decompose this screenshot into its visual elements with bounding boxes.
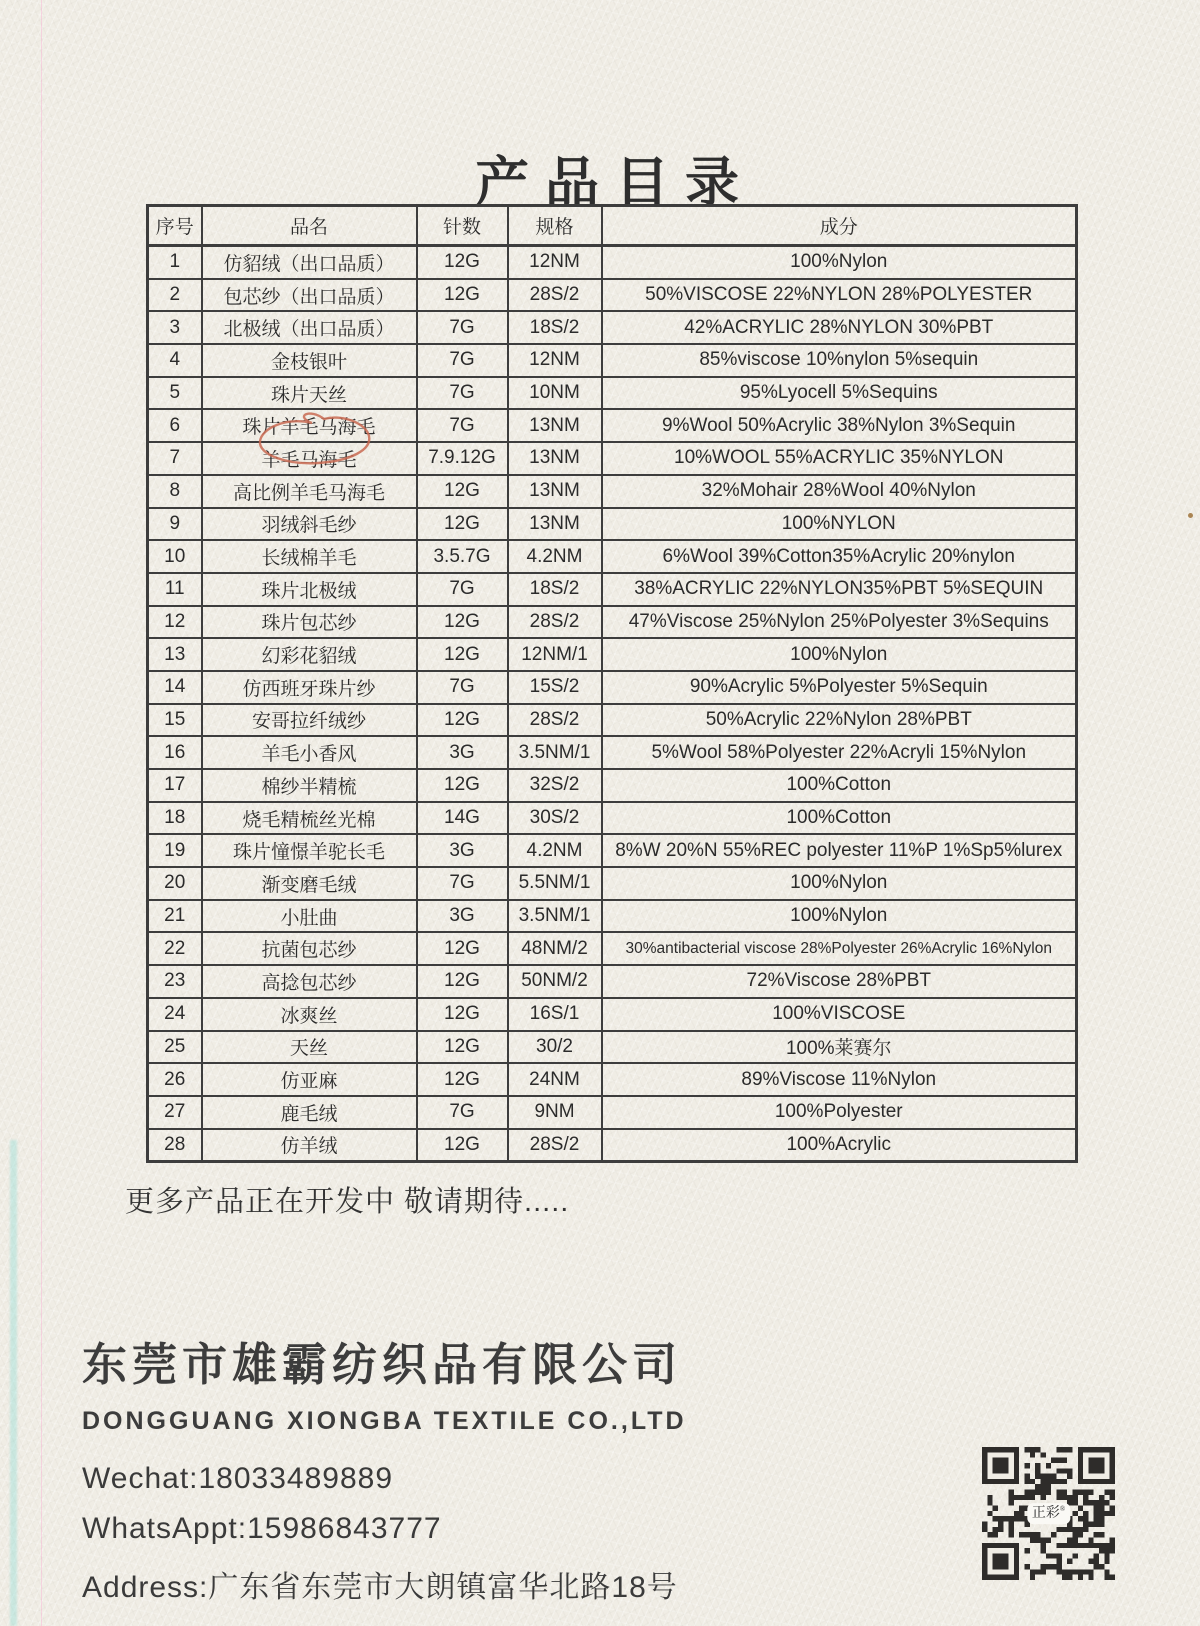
table-cell: 2 [148,279,202,312]
table-cell: 仿羊绒 [202,1129,417,1162]
table-cell: 100%NYLON [602,508,1077,541]
table-cell: 100%莱赛尔 [602,1031,1077,1064]
table-cell: 13 [148,638,202,671]
product-table [146,204,1078,1163]
table-cell: 天丝 [202,1031,417,1064]
table-row [148,802,1077,835]
table-cell: 7G [417,344,508,377]
table-cell: 14 [148,671,202,704]
table-cell: 28S/2 [508,279,602,312]
table-cell: 12G [417,965,508,998]
table-row [148,638,1077,671]
table-cell: 珠片憧憬羊驼长毛 [202,834,417,867]
table-cell: 72%Viscose 28%PBT [602,965,1077,998]
table-cell: 5%Wool 58%Polyester 22%Acryli 15%Nylon [602,736,1077,769]
table-row [148,1129,1077,1162]
table-cell: 12G [417,508,508,541]
table-cell: 100%Nylon [602,246,1077,279]
table-cell: 9NM [508,1096,602,1129]
table-cell: 珠片天丝 [202,377,417,410]
table-cell: 32%Mohair 28%Wool 40%Nylon [602,475,1077,508]
table-row [148,475,1077,508]
table-cell: 3.5NM/1 [508,900,602,933]
table-cell: 85%viscose 10%nylon 5%sequin [602,344,1077,377]
table-cell: 鹿毛绒 [202,1096,417,1129]
header-spec: 规格 [508,206,602,246]
table-cell: 30%antibacterial viscose 28%Polyester 26%Acrylic 16%Nylon [602,932,1077,965]
table-cell: 抗菌包芯纱 [202,932,417,965]
table-cell: 金枝银叶 [202,344,417,377]
table-body [148,246,1077,1162]
company-info-block [82,1328,687,1606]
table-cell: 21 [148,900,202,933]
table-cell: 32S/2 [508,769,602,802]
table-cell: 长绒棉羊毛 [202,540,417,573]
table-cell: 18 [148,802,202,835]
table-cell: 12G [417,1063,508,1096]
table-row [148,1031,1077,1064]
header-composition: 成分 [602,206,1077,246]
table-cell: 3 [148,311,202,344]
table-cell: 12G [417,606,508,639]
header-gauge: 针数 [417,206,508,246]
table-cell: 3G [417,834,508,867]
table-header-row [148,206,1077,246]
table-cell: 17 [148,769,202,802]
table-cell: 7G [417,377,508,410]
table-cell: 12G [417,1129,508,1162]
table-cell: 100%Nylon [602,900,1077,933]
table-cell: 100%Nylon [602,867,1077,900]
table-cell: 包芯纱（出口品质） [202,279,417,312]
table-row [148,442,1077,475]
table-row [148,900,1077,933]
table-row [148,377,1077,410]
table-cell: 50%VISCOSE 22%NYLON 28%POLYESTER [602,279,1077,312]
table-cell: 25 [148,1031,202,1064]
table-cell: 9 [148,508,202,541]
table-cell: 12G [417,769,508,802]
table-cell: 14G [417,802,508,835]
table-cell: 6 [148,409,202,442]
table-cell: 7G [417,867,508,900]
table-cell: 3.5NM/1 [508,736,602,769]
table-cell: 100%Acrylic [602,1129,1077,1162]
table-cell: 89%Viscose 11%Nylon [602,1063,1077,1096]
table-cell: 12NM/1 [508,638,602,671]
table-cell: 7G [417,311,508,344]
company-wechat: Wechat:18033489889 [82,1462,394,1495]
table-cell: 幻彩花貂绒 [202,638,417,671]
table-cell: 7.9.12G [417,442,508,475]
table-row [148,671,1077,704]
table-cell: 12G [417,279,508,312]
table-cell: 42%ACRYLIC 28%NYLON 30%PBT [602,311,1077,344]
table-cell: 100%VISCOSE [602,998,1077,1031]
table-cell: 7G [417,573,508,606]
header-product-name: 品名 [202,206,417,246]
table-cell: 19 [148,834,202,867]
table-cell: 26 [148,1063,202,1096]
table-cell: 12NM [508,246,602,279]
table-cell: 12G [417,246,508,279]
company-address: Address:广东省东莞市大朗镇富华北路18号 [82,1571,678,1604]
table-cell: 12G [417,1031,508,1064]
table-row [148,1063,1077,1096]
table-row [148,540,1077,573]
table-cell: 仿西班牙珠片纱 [202,671,417,704]
table-cell: 12 [148,606,202,639]
table-row [148,736,1077,769]
table-cell: 6%Wool 39%Cotton35%Acrylic 20%nylon [602,540,1077,573]
table-cell: 28 [148,1129,202,1162]
table-cell: 27 [148,1096,202,1129]
table-cell: 7G [417,1096,508,1129]
table-row [148,998,1077,1031]
table-cell: 100%Polyester [602,1096,1077,1129]
table-row [148,932,1077,965]
table-cell: 5 [148,377,202,410]
qr-code [982,1447,1115,1580]
table-cell: 11 [148,573,202,606]
table-cell: 15S/2 [508,671,602,704]
table-row [148,867,1077,900]
table-cell: 50%Acrylic 22%Nylon 28%PBT [602,704,1077,737]
table-cell: 100%Nylon [602,638,1077,671]
table-cell: 高比例羊毛马海毛 [202,475,417,508]
table-cell: 羊毛马海毛 [202,442,417,475]
table-cell: 7G [417,671,508,704]
table-cell: 4 [148,344,202,377]
table-cell: 100%Cotton [602,769,1077,802]
table-cell: 高捻包芯纱 [202,965,417,998]
table-cell: 羊毛小香风 [202,736,417,769]
table-cell: 47%Viscose 25%Nylon 25%Polyester 3%Sequins [602,606,1077,639]
table-cell: 23 [148,965,202,998]
table-cell: 3.5.7G [417,540,508,573]
table-cell: 珠片北极绒 [202,573,417,606]
table-cell: 13NM [508,442,602,475]
table-row [148,573,1077,606]
table-cell: 棉纱半精梳 [202,769,417,802]
table-cell: 18S/2 [508,311,602,344]
company-name-en: DONGGUANG XIONGBA TEXTILE CO.,LTD [82,1407,687,1435]
company-whatsapp: WhatsAppt:15986843777 [82,1512,442,1545]
table-cell: 4.2NM [508,540,602,573]
scanner-artifact-pink-line [41,0,42,1626]
table-cell: 100%Cotton [602,802,1077,835]
header-index: 序号 [148,206,202,246]
table-cell: 8 [148,475,202,508]
table-cell: 30S/2 [508,802,602,835]
table-cell: 安哥拉纤绒纱 [202,704,417,737]
table-cell: 北极绒（出口品质） [202,311,417,344]
table-cell: 16S/1 [508,998,602,1031]
table-cell: 13NM [508,409,602,442]
table-cell: 12NM [508,344,602,377]
table-row [148,834,1077,867]
table-cell: 13NM [508,475,602,508]
table-cell: 8%W 20%N 55%REC polyester 11%P 1%Sp5%lurex [602,834,1077,867]
table-cell: 4.2NM [508,834,602,867]
table-cell: 3G [417,736,508,769]
table-row [148,508,1077,541]
table-cell: 28S/2 [508,704,602,737]
table-cell: 7G [417,409,508,442]
table-row [148,704,1077,737]
table-cell: 90%Acrylic 5%Polyester 5%Sequin [602,671,1077,704]
table-row [148,606,1077,639]
table-cell: 珠片包芯纱 [202,606,417,639]
table-cell: 13NM [508,508,602,541]
table-cell: 95%Lyocell 5%Sequins [602,377,1077,410]
table-cell: 24NM [508,1063,602,1096]
table-cell: 仿貂绒（出口品质） [202,246,417,279]
table-cell: 28S/2 [508,606,602,639]
table-row [148,279,1077,312]
table-cell: 30/2 [508,1031,602,1064]
table-row [148,769,1077,802]
company-name-cn: 东莞市雄霸纺织品有限公司 [82,1339,683,1390]
table-cell: 珠片羊毛马海毛 [202,409,417,442]
table-cell: 10 [148,540,202,573]
paper-speck [1188,513,1193,518]
table-cell: 20 [148,867,202,900]
table-cell: 烧毛精梳丝光棉 [202,802,417,835]
table-row [148,409,1077,442]
table-cell: 9%Wool 50%Acrylic 38%Nylon 3%Sequin [602,409,1077,442]
table-cell: 5.5NM/1 [508,867,602,900]
table-cell: 38%ACRYLIC 22%NYLON35%PBT 5%SEQUIN [602,573,1077,606]
table-cell: 22 [148,932,202,965]
table-cell: 48NM/2 [508,932,602,965]
table-cell: 28S/2 [508,1129,602,1162]
table-row [148,311,1077,344]
table-cell: 羽绒斜毛纱 [202,508,417,541]
footer-note: 更多产品正在开发中 敬请期待..... [125,1186,570,1218]
table-cell: 15 [148,704,202,737]
table-row [148,344,1077,377]
table-cell: 7 [148,442,202,475]
table-cell: 24 [148,998,202,1031]
table-cell: 10%WOOL 55%ACRYLIC 35%NYLON [602,442,1077,475]
table-cell: 渐变磨毛绒 [202,867,417,900]
table-cell: 小肚曲 [202,900,417,933]
table-cell: 冰爽丝 [202,998,417,1031]
table-cell: 12G [417,475,508,508]
table-cell: 10NM [508,377,602,410]
qr-center-logo: 正彩® [1027,1503,1070,1525]
table-row [148,1096,1077,1129]
table-cell: 18S/2 [508,573,602,606]
table-cell: 12G [417,998,508,1031]
table-cell: 12G [417,932,508,965]
table-cell: 12G [417,638,508,671]
table-row [148,965,1077,998]
table-cell: 3G [417,900,508,933]
table-cell: 仿亚麻 [202,1063,417,1096]
table-cell: 12G [417,704,508,737]
scanner-artifact-cyan-stripe [10,1140,17,1626]
table-cell: 50NM/2 [508,965,602,998]
page-title: 产品目录 [475,153,755,214]
table-row [148,246,1077,279]
table-cell: 16 [148,736,202,769]
table-cell: 1 [148,246,202,279]
